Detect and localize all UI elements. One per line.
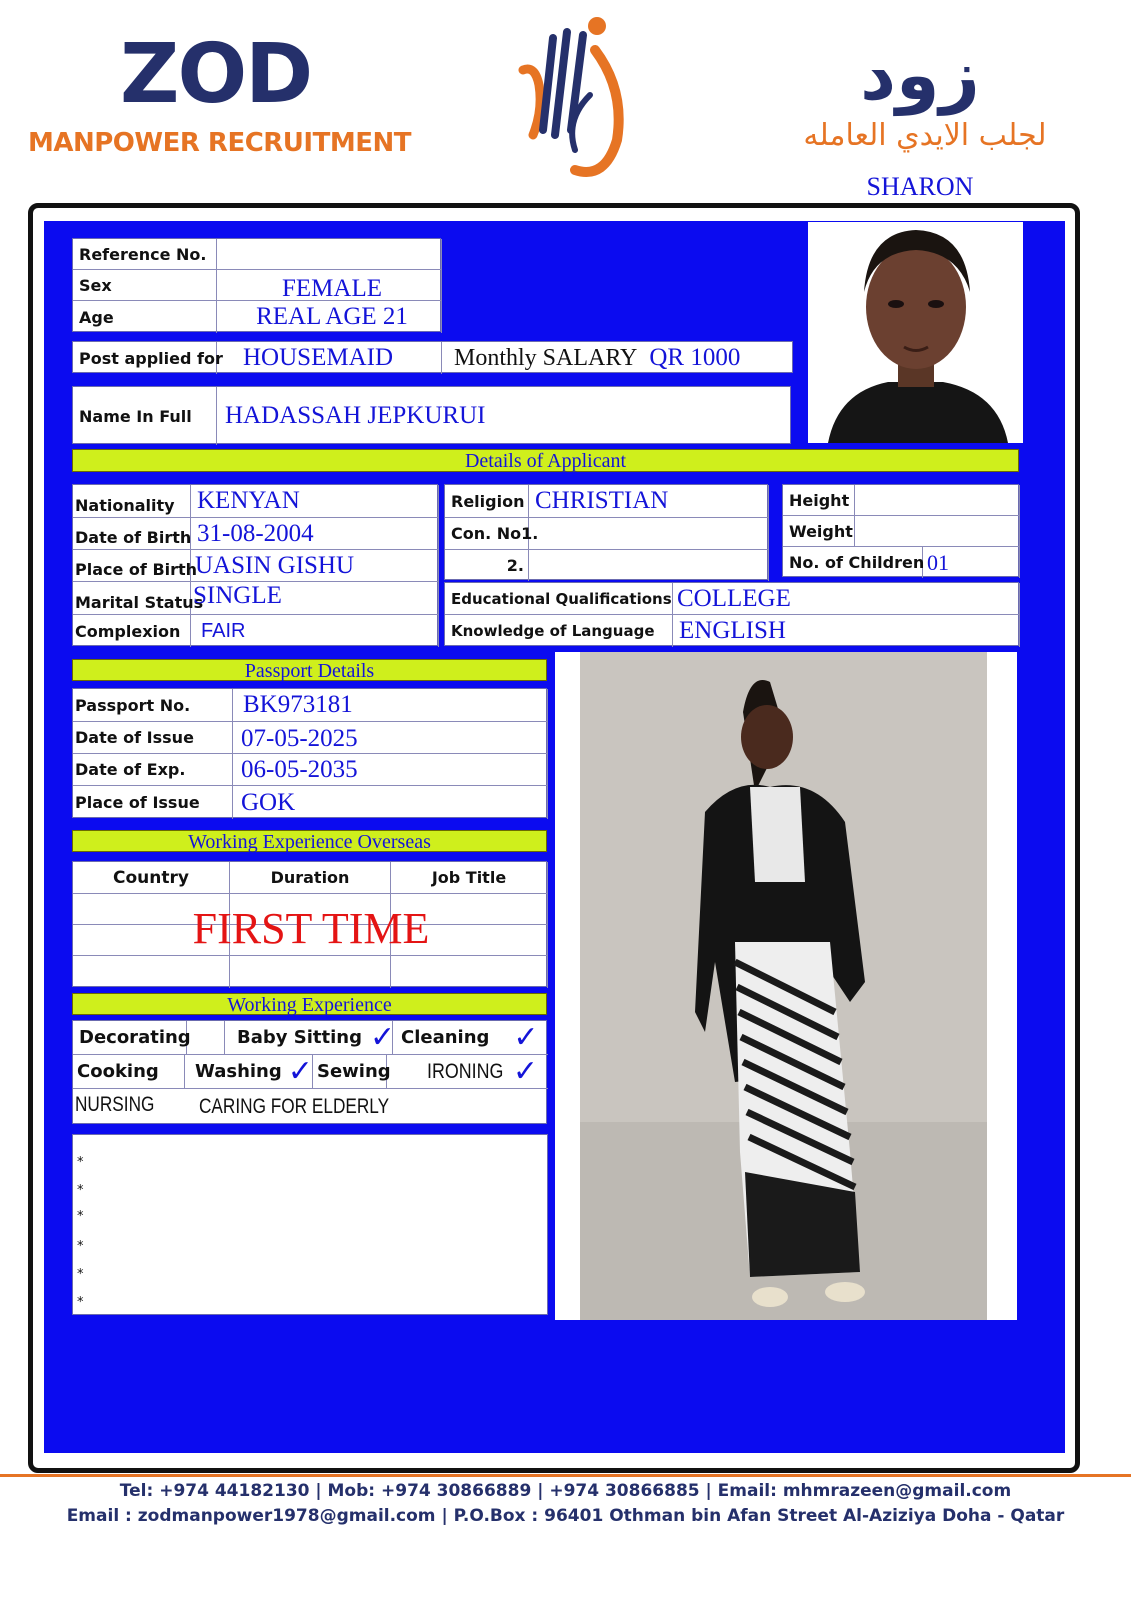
company-logo-text: ZOD <box>120 27 312 122</box>
check-icon: ✓ <box>513 1020 539 1055</box>
marital-value: SINGLE <box>191 582 439 615</box>
skill-decorating-mark <box>187 1021 225 1055</box>
salary-value: QR 1000 <box>649 344 741 371</box>
overseas-cell <box>230 956 391 988</box>
age-label: Age <box>73 301 217 333</box>
footer-address-line: Email : zodmanpower1978@gmail.com | P.O.Box : 96401 Othman bin Afan Street Al-Aziziya Doha - Qatar <box>66 1506 1065 1526</box>
education-value: COLLEGE <box>673 583 1020 615</box>
marital-label: Marital Status <box>73 582 191 615</box>
figure-swoosh-icon <box>505 10 635 180</box>
first-time-stamp: FIRST TIME <box>192 904 430 953</box>
details-left-table <box>72 484 438 646</box>
children-label: No. of Children <box>783 547 923 578</box>
name-value: HADASSAH JEPKURUI <box>225 402 486 429</box>
height-label: Height <box>783 485 855 516</box>
weight-value <box>855 516 1020 547</box>
skill-washing-label: Washing <box>195 1061 282 1082</box>
agent-name: SHARON <box>866 172 974 201</box>
experience-table <box>72 1020 547 1124</box>
overseas-cell <box>391 956 548 988</box>
weight-label: Weight <box>783 516 855 547</box>
name-label: Name In Full <box>73 387 217 445</box>
post-row <box>72 341 793 373</box>
name-row <box>72 386 791 444</box>
dob-label: Date of Birth <box>73 518 191 550</box>
post-label: Post applied for <box>73 342 217 374</box>
overseas-cell <box>73 956 230 988</box>
post-value: HOUSEMAID <box>217 342 442 374</box>
check-icon: ✓ <box>287 1054 313 1089</box>
check-icon: ✓ <box>369 1020 396 1055</box>
con2-label: 2. <box>445 550 529 581</box>
issue-place-label: Place of Issue <box>73 786 233 819</box>
language-value: ENGLISH <box>673 615 1020 647</box>
con2-value <box>529 550 769 581</box>
skill-baby-sitting-label: Baby Sitting <box>237 1027 362 1048</box>
issue-date-value: 07-05-2025 <box>233 722 548 754</box>
note-bullet: * <box>77 1155 84 1170</box>
skill-baby-sitting <box>225 1020 396 1055</box>
sex-label: Sex <box>73 270 217 301</box>
notes-box <box>72 1134 548 1315</box>
note-bullet: * <box>77 1183 84 1198</box>
religion-label: Religion <box>445 485 529 518</box>
age-value: REAL AGE 21 <box>217 301 442 333</box>
language-label: Knowledge of Language <box>445 615 673 647</box>
physical-table <box>782 484 1019 577</box>
con1-label: Con. No1. <box>445 518 529 550</box>
children-value: 01 <box>923 547 1020 578</box>
skill-nursing <box>73 1089 197 1125</box>
nationality-value: KENYAN <box>191 485 439 518</box>
skill-sewing: Sewing <box>313 1055 387 1089</box>
experience-section-header: Working Experience <box>72 993 547 1015</box>
complexion-value: FAIR <box>191 615 439 647</box>
complexion-label: Complexion <box>73 615 191 647</box>
expiry-date-label: Date of Exp. <box>73 754 233 786</box>
overseas-section-header: Working Experience Overseas <box>72 830 547 852</box>
company-subtitle: MANPOWER RECRUITMENT <box>28 128 411 158</box>
reference-label: Reference No. <box>73 239 217 270</box>
overseas-table <box>72 861 547 987</box>
skill-decorating: Decorating <box>73 1021 187 1055</box>
note-bullet: * <box>77 1267 84 1282</box>
salary-cell <box>442 342 794 374</box>
passport-no-value: BK973181 <box>233 689 548 722</box>
basic-info-table <box>72 238 441 332</box>
col-country: Country <box>73 862 230 894</box>
sex-value: FEMALE <box>217 270 442 301</box>
religion-table <box>444 484 768 580</box>
footer-contact-line: Tel: +974 44182130 | Mob: +974 30866889 | +974 30866885 | Email: mhmrazeen@gmail.com <box>119 1481 1012 1501</box>
salary-label: Monthly SALARY <box>454 344 638 371</box>
height-value <box>855 485 1020 516</box>
reference-value <box>217 239 442 270</box>
note-bullet: * <box>77 1239 84 1254</box>
skill-cleaning-label: Cleaning <box>401 1027 490 1048</box>
skill-washing <box>185 1055 313 1089</box>
skill-caring-elderly <box>197 1089 548 1125</box>
education-label: Educational Qualifications <box>445 583 673 615</box>
passport-no-label: Passport No. <box>73 689 233 722</box>
skill-caring-elderly-label: CARING FOR ELDERLY <box>199 1095 390 1118</box>
footer-divider <box>0 1474 1131 1477</box>
applicant-portrait-photo <box>808 222 1023 443</box>
passport-table <box>72 688 547 818</box>
skill-nursing-label: NURSING <box>75 1093 155 1116</box>
education-table <box>444 582 1019 646</box>
issue-date-label: Date of Issue <box>73 722 233 754</box>
nationality-label: Nationality <box>73 485 191 518</box>
details-section-header: Details of Applicant <box>72 449 1019 472</box>
dob-value: 31-08-2004 <box>191 518 439 550</box>
passport-section-header: Passport Details <box>72 659 547 681</box>
issue-place-value: GOK <box>233 786 548 819</box>
arabic-logo-text: زود <box>860 34 980 116</box>
col-job-title: Job Title <box>391 862 548 894</box>
con1-value <box>529 518 769 550</box>
skill-ironing <box>387 1055 548 1089</box>
check-icon: ✓ <box>512 1054 538 1089</box>
expiry-date-value: 06-05-2035 <box>233 754 548 786</box>
arabic-subtitle: لجلب الايدي العامله <box>803 118 1047 153</box>
applicant-full-photo <box>555 652 1017 1320</box>
religion-value: CHRISTIAN <box>529 485 769 518</box>
col-duration: Duration <box>230 862 391 894</box>
pob-label: Place of Birth <box>73 550 191 582</box>
skill-cooking: Cooking <box>73 1055 185 1089</box>
note-bullet: * <box>77 1295 84 1310</box>
skill-cleaning <box>393 1021 548 1055</box>
pob-value: UASIN GISHU <box>191 550 439 582</box>
skill-ironing-label: IRONING <box>427 1059 504 1083</box>
note-bullet: * <box>77 1209 84 1224</box>
